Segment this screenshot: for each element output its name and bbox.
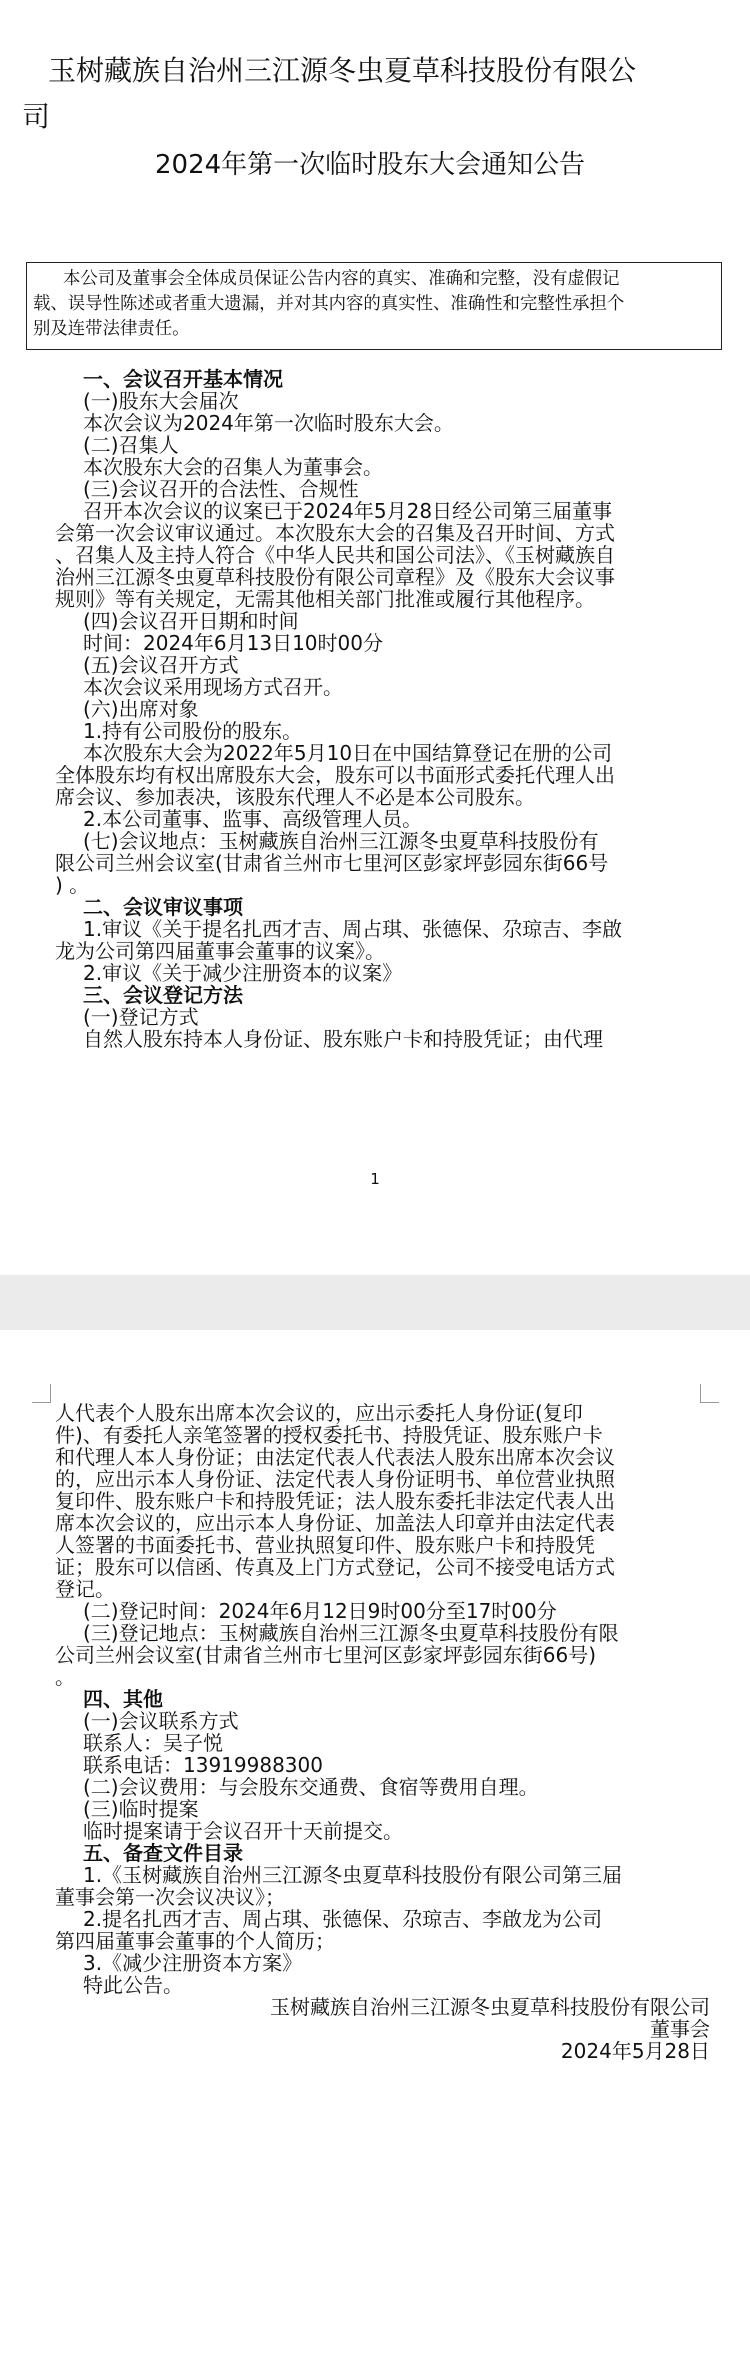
signature-company: 玉树藏族自治州三江源冬虫夏草科技股份有限公司 (270, 1995, 710, 2019)
paragraph-line: 治州三江源冬虫夏草科技股份有限公司章程》及《股东大会议事 (55, 565, 615, 589)
page2-body (55, 1402, 710, 2062)
paragraph-line: 龙为公司第四届董事会董事的议案》。 (55, 939, 385, 963)
page-number: 1 (370, 1170, 380, 1188)
paragraph-line: 3.《减少注册资本方案》 (83, 1951, 303, 1975)
page1-body (55, 368, 710, 1050)
subheading: (三)登记地点：玉树藏族自治州三江源冬虫夏草科技股份有限 (83, 1621, 619, 1645)
subheading: (五)会议召开方式 (83, 653, 239, 677)
paragraph-line: 临时提案请于会议召开十天前提交。 (83, 1819, 403, 1843)
document-page-2 (0, 1330, 750, 2353)
paragraph-line: 限公司兰州会议室(甘肃省兰州市七里河区彭家坪彭园东街66号 (55, 851, 609, 875)
contact-person: 联系人：吴子悦 (83, 1731, 223, 1755)
crop-mark-icon (700, 1384, 719, 1403)
subheading: (四)会议召开日期和时间 (83, 609, 299, 633)
paragraph-line: 件)、有委托人亲笔签署的授权委托书、持股凭证、股东账户卡 (55, 1423, 603, 1447)
contact-phone: 联系电话：13919988300 (83, 1753, 323, 1777)
crop-mark-icon (32, 1384, 51, 1403)
paragraph-line: 本次股东大会为2022年5月10日在中国结算登记在册的公司 (83, 741, 613, 765)
paragraph-line: 公司兰州会议室(甘肃省兰州市七里河区彭家坪彭园东街66号) (55, 1643, 597, 1667)
paragraph-line: 证；股东可以信函、传真及上门方式登记，公司不接受电话方式 (55, 1555, 615, 1579)
disclaimer-line: 载、误导性陈述或者重大遗漏，并对其内容的真实性、准确性和完整性承担个 (33, 294, 625, 314)
paragraph-line: 人签署的书面委托书、营业执照复印件、股东账户卡和持股凭 (55, 1533, 595, 1557)
paragraph-line: 董事会第一次会议决议》； (55, 1885, 285, 1909)
subheading: (二)召集人 (83, 433, 179, 457)
signature-date: 2024年5月28日 (560, 2039, 710, 2063)
subheading: (六)出席对象 (83, 697, 199, 721)
paragraph-line: 本次会议采用现场方式召开。 (83, 675, 343, 699)
paragraph-line: 人代表个人股东出席本次会议的，应出示委托人身份证(复印 (55, 1401, 583, 1425)
subheading: (一)股东大会届次 (83, 389, 239, 413)
paragraph-line: 2.本公司董事、监事、高级管理人员。 (83, 807, 423, 831)
paragraph-line: 1.审议《关于提名扎西才吉、周占琪、张德保、尕琼吉、李啟 (83, 917, 623, 941)
disclaimer-line: 别及连带法律责任。 (33, 319, 190, 339)
paragraph-line: 召开本次会议的议案已于2024年5月28日经公司第三届董事 (83, 499, 613, 523)
paragraph-line: 席本次会议的，应出示本人身份证、加盖法人印章并由法定代表 (55, 1511, 615, 1535)
title-line-2: 司 (22, 100, 51, 133)
disclaimer-box (26, 262, 722, 350)
paragraph-line: 第四届董事会董事的个人简历； (55, 1929, 335, 1953)
section-heading: 五、备查文件目录 (83, 1841, 243, 1865)
signature-block (55, 1996, 710, 2062)
subheading: (一)会议联系方式 (83, 1709, 239, 1733)
paragraph-line: 1.持有公司股份的股东。 (83, 719, 303, 743)
paragraph-line: 全体股东均有权出席股东大会，股东可以书面形式委托代理人出 (55, 763, 615, 787)
section-heading: 三、会议登记方法 (83, 983, 243, 1007)
document-subtitle: 2024年第一次临时股东大会通知公告 (155, 150, 586, 180)
subheading: (一)登记方式 (83, 1005, 199, 1029)
signature-board: 董事会 (650, 2017, 710, 2041)
paragraph-line: 2.提名扎西才吉、周占琪、张德保、尕琼吉、李啟龙为公司 (83, 1907, 603, 1931)
title-line-1: 玉树藏族自治州三江源冬虫夏草科技股份有限公 (48, 54, 637, 87)
paragraph-line: 1.《玉树藏族自治州三江源冬虫夏草科技股份有限公司第三届 (83, 1863, 623, 1887)
document-title (22, 48, 636, 140)
subheading: (七)会议地点：玉树藏族自治州三江源冬虫夏草科技股份有 (83, 829, 599, 853)
paragraph-line: 会第一次会议审议通过。本次股东大会的召集及召开时间、方式 (55, 521, 615, 545)
paragraph-line: 2.审议《关于减少注册资本的议案》 (83, 961, 403, 985)
closing-line: 特此公告。 (83, 1973, 183, 1997)
paragraph-line: 、召集人及主持人符合《中华人民共和国公司法》、《玉树藏族自 (55, 543, 615, 567)
paragraph-line: 和代理人本人身份证；由法定代表人代表法人股东出席本次会议 (55, 1445, 615, 1469)
paragraph-line: 本次股东大会的召集人为董事会。 (83, 455, 383, 479)
page-separator (0, 1275, 750, 1330)
paragraph-line: 规则》等有关规定，无需其他相关部门批准或履行其他程序。 (55, 587, 595, 611)
subheading: (三)临时提案 (83, 1797, 199, 1821)
subheading: (二)会议费用：与会股东交通费、食宿等费用自理。 (83, 1775, 539, 1799)
paragraph-line: 本次会议为2024年第一次临时股东大会。 (83, 411, 454, 435)
paragraph-line: 席会议、参加表决，该股东代理人不必是本公司股东。 (55, 785, 535, 809)
disclaimer-line: 本公司及董事会全体成员保证公告内容的真实、准确和完整，没有虚假记 (63, 269, 620, 289)
paragraph-line: 复印件、股东账户卡和持股凭证；法人股东委托非法定代表人出 (55, 1489, 615, 1513)
subheading: (三)会议召开的合法性、合规性 (83, 477, 359, 501)
paragraph-line: 登记。 (55, 1577, 115, 1601)
registration-time: (二)登记时间：2024年6月12日9时00分至17时00分 (83, 1599, 557, 1623)
meeting-time: 时间：2024年6月13日10时00分 (83, 631, 383, 655)
paragraph-line: 。 (55, 1665, 75, 1689)
paragraph-line: ) 。 (55, 873, 90, 897)
section-heading: 四、其他 (83, 1687, 163, 1711)
paragraph-line: 的，应出示本人身份证、法定代表人身份证明书、单位营业执照 (55, 1467, 615, 1491)
section-heading: 一、会议召开基本情况 (83, 367, 283, 391)
section-heading: 二、会议审议事项 (83, 895, 243, 919)
paragraph-line: 自然人股东持本人身份证、股东账户卡和持股凭证；由代理 (83, 1027, 603, 1051)
